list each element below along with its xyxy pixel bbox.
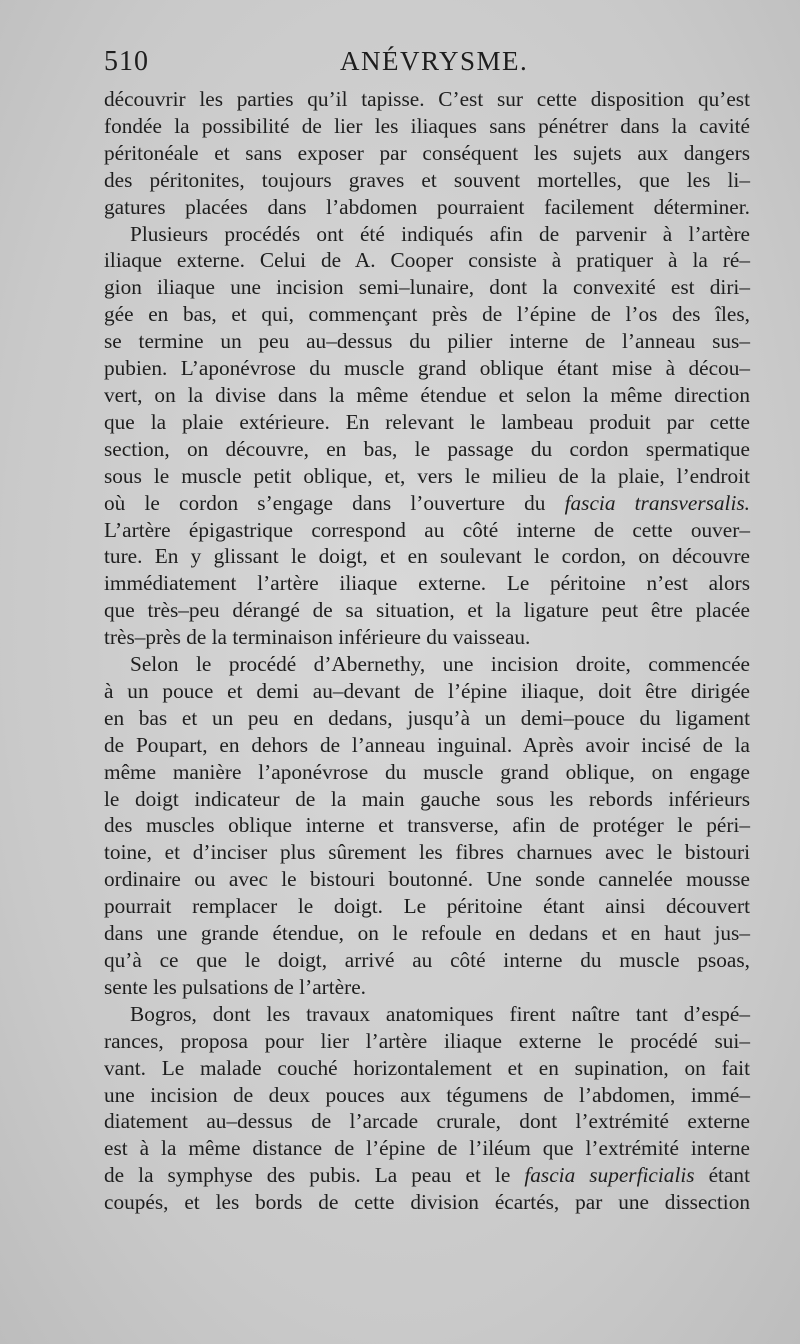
text-line: à un pouce et demi au–devant de l’épine iliaque, doit être dirigée [104,678,750,703]
text-line: gion iliaque une incision semi–lunaire, dont la convexité est diri– [104,275,750,300]
text-line: Plusieurs procédés ont été indiqués afin de parvenir à l’artère [130,221,750,246]
text-line: coupés, et les bords de cette division écartés, par une dissection [104,1190,750,1215]
text-line: dans une grande étendue, on le refoule en dedans et en haut jus– [104,921,750,946]
text-line: est à la même distance de l’épine de l’iléum que l’extrémité interne [104,1136,750,1161]
text-line: rances, proposa pour lier l’artère iliaque externe le procédé sui– [104,1028,750,1053]
text-line: même manière l’aponévrose du muscle grand oblique, on engage [104,759,750,784]
italic-term: fascia transversalis. [564,490,750,515]
text-line-with-italic [104,1162,750,1189]
italic-term: fascia superficialis [524,1163,695,1188]
text-line: pubien. L’aponévrose du muscle grand oblique étant mise à décou– [104,356,750,381]
text-line: en bas et un peu en dedans, jusqu’à un demi–pouce du ligament [104,705,750,730]
page-header [104,46,754,86]
text-line: diatement au–dessus de l’arcade crurale, dont l’extrémité externe [104,1109,750,1134]
paragraph-1 [104,86,750,221]
text-segment: étant [694,1163,750,1188]
text-line: découvrir les parties qu’il tapisse. C’est sur cette disposition qu’est [104,87,750,111]
text-line: sente les pulsations de l’artère. [104,974,366,999]
text-line: de Poupart, en dehors de l’anneau inguinal. Après avoir incisé de la [104,732,750,757]
text-line: des péritonites, toujours graves et souvent mortelles, que les li– [104,167,750,192]
running-title: ANÉVRYSME. [340,46,529,76]
paragraph-3 [104,651,750,1001]
text-line: que très–peu dérangé de sa situation, et la ligature peut être placée [104,598,750,623]
text-line: Bogros, dont les travaux anatomiques firent naître tant d’espé– [130,1001,750,1026]
text-line: que la plaie extérieure. En relevant le lambeau produit par cette [104,409,750,434]
text-line: vert, on la divise dans la même étendue et selon la même direction [104,382,750,407]
text-line: se termine un peu au–dessus du pilier interne de l’anneau sus– [104,329,750,354]
text-line: des muscles oblique interne et transverse, afin de protéger le péri– [104,813,750,838]
text-line: qu’à ce que le doigt, arrivé au côté interne du muscle psoas, [104,948,750,972]
text-line: ture. En y glissant le doigt, et en soulevant le cordon, on découvre [104,544,750,569]
body-text [104,86,750,1216]
text-line: ordinaire ou avec le bistouri boutonné. Une sonde cannelée mousse [104,867,750,892]
text-line: fondée la possibilité de lier les iliaques sans pénétrer dans la cavité [104,113,750,138]
text-line: péritonéale et sans exposer par conséquent les sujets aux dangers [104,140,750,165]
text-line: iliaque externe. Celui de A. Cooper consiste à pratiquer à la ré– [104,248,750,273]
paragraph-4 [104,1001,750,1216]
text-line: sous le muscle petit oblique, et, vers le milieu de la plaie, l’endroit [104,463,750,488]
text-segment: où le cordon s’engage dans l’ouverture du [104,490,565,515]
text-line: très–près de la terminaison inférieure du vaisseau. [104,625,531,650]
text-line: section, on découvre, en bas, le passage du cordon spermatique [104,436,750,461]
text-line-with-italic [104,490,750,517]
text-line: pourrait remplacer le doigt. Le péritoine étant ainsi découvert [104,894,750,919]
text-line: le doigt indicateur de la main gauche sous les rebords inférieurs [104,786,750,811]
text-line: L’artère épigastrique correspond au côté interne de cette ouver– [104,517,750,542]
text-line: Selon le procédé d’Abernethy, une incision droite, commencée [130,652,750,677]
text-line: immédiatement l’artère iliaque externe. Le péritoine n’est alors [104,571,750,596]
text-line: toine, et d’inciser plus sûrement les fibres charnues avec le bistouri [104,840,750,865]
text-segment: de la symphyse des pubis. La peau et le [104,1163,525,1188]
text-line: une incision de deux pouces aux tégumens de l’abdomen, immé– [104,1082,750,1107]
text-line: vant. Le malade couché horizontalement et en supination, on fait [104,1055,750,1080]
text-line: gatures placées dans l’abdomen pourraient facilement déterminer. [104,194,750,219]
paragraph-2 [104,221,750,652]
text-line: gée en bas, et qui, commençant près de l’épine de l’os des îles, [104,302,750,327]
page-number: 510 [104,46,149,77]
